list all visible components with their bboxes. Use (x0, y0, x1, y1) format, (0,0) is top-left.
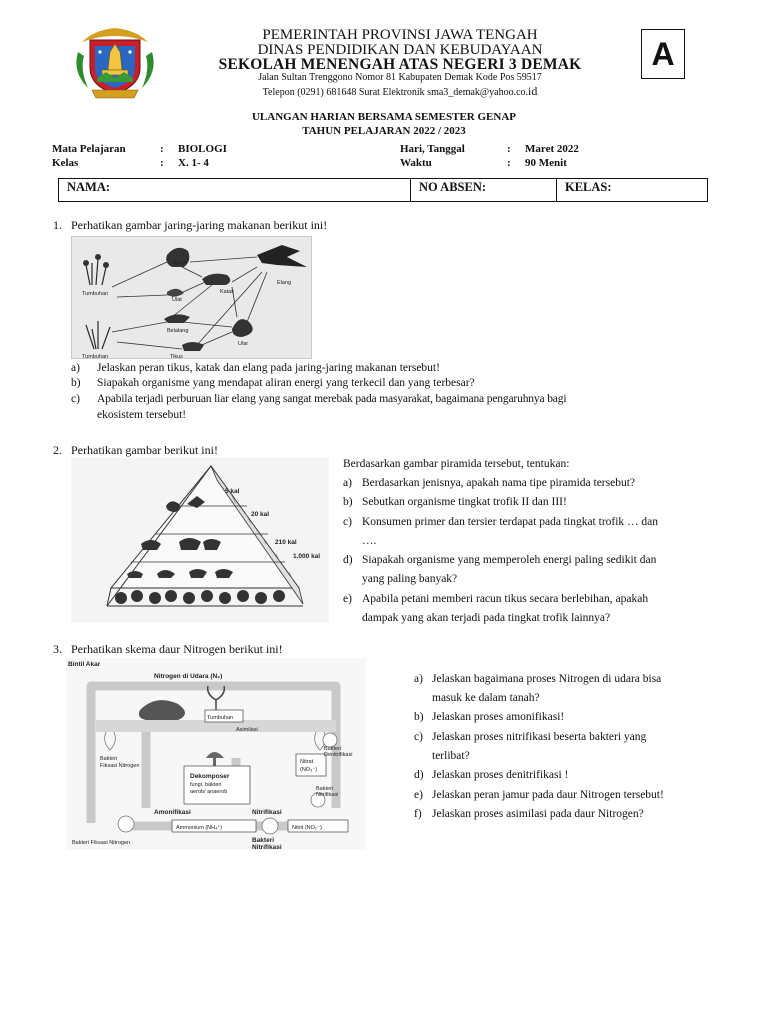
q3-item-e-label: e) (414, 789, 423, 801)
header-government: PEMERINTAH PROVINSI JAWA TENGAH (262, 27, 538, 43)
nc-label-amonifikasi: Amonifikasi (154, 809, 191, 816)
nc-label-bakteri-fiksasi: Bakteri (100, 756, 118, 762)
fw-label-ayam: Ayam (173, 260, 187, 266)
province-logo (70, 22, 160, 102)
fw-label-tumbuhan-1: Tumbuhan (82, 291, 109, 297)
q2-item-b-text: Sebutkan organisme tingkat trofik II dan III! (362, 496, 567, 508)
absen-field[interactable]: NO ABSEN: (411, 179, 557, 201)
q3-item-e-text: Jelaskan peran jamur pada daur Nitrogen tersebut! (432, 789, 664, 801)
pyr-label-5kal: 5 kal (225, 488, 240, 495)
q2-item-c-text: Konsumen primer dan tersier terdapat pada tingkat trofik … dan (362, 516, 659, 528)
nc-label-asimilasi: Asimilasi (236, 727, 258, 733)
fw-label-tikus: Tikus (170, 354, 183, 359)
name-field[interactable]: NAMA: (59, 179, 411, 201)
nc-label-bakteri-denitrifikasi-2: Denitrifikasi (324, 752, 353, 758)
class-label: Kelas (52, 157, 79, 169)
pyr-label-210kal: 210 kal (275, 539, 297, 546)
nc-label-nitrifikasi: Nitrifikasi (252, 809, 282, 816)
nc-label-ammonium: Ammonium (NH₄⁺) (176, 825, 223, 831)
subject-label: Mata Pelajaran (52, 143, 126, 155)
header-contact-text: Telepon (0291) 681648 Surat Elektronik sma3_demak@yahoo.co. (262, 87, 529, 98)
fw-label-ulat: Ulat (172, 297, 182, 303)
fw-label-katak: Katak (220, 289, 235, 295)
q3-item-b-label: b) (414, 711, 424, 723)
q2-item-e-text: Apabila petani memberi racun tikus secara berlebihan, apakah (362, 593, 649, 605)
subject-colon: : (160, 143, 164, 155)
time-value: 90 Menit (525, 157, 567, 169)
energy-pyramid-figure (71, 458, 329, 622)
q1-item-c-text: Apabila terjadi perburuan liar elang yang sangat merebak pada masyarakat, bagaimana pengaruhnya bagi (97, 393, 567, 405)
q3-item-d-text: Jelaskan proses denitrifikasi ! (432, 769, 569, 781)
q3-item-a-label: a) (414, 673, 423, 685)
q3-item-c-label: c) (414, 731, 423, 743)
q1-item-c-label: c) (71, 393, 80, 405)
nitrogen-cycle-figure (66, 658, 366, 850)
food-web-figure (71, 236, 312, 359)
subject-value: BIOLOGI (178, 143, 227, 155)
q3-item-c-text-cont: terlibat? (432, 750, 470, 762)
nc-label-nitrat-formula: (NO₃⁻) (300, 767, 318, 773)
date-value: Maret 2022 (525, 143, 579, 155)
q2-number: 2. (53, 443, 62, 457)
q3-prompt: Perhatikan skema daur Nitrogen berikut ini! (71, 642, 283, 656)
exam-version-badge: A (641, 29, 685, 79)
q2-item-c-label: c) (343, 516, 352, 528)
q2-item-d-text: Siapakah organisme yang memperoleh energi paling sedikit dan (362, 554, 657, 566)
nc-label-nitrat: Nitrat (300, 759, 314, 765)
nc-label-bakteri-fiksasi-bottom: Bakteri Fiksasi Nitrogen (72, 840, 131, 846)
q3-item-d-label: d) (414, 769, 424, 781)
q1-number: 1. (53, 218, 62, 232)
q2-item-e-text-cont: dampak yang akan terjadi pada tingkat trofik lainnya? (362, 612, 611, 624)
q2-item-d-text-cont: yang paling banyak? (362, 573, 458, 585)
nc-label-dekomposer: Dekomposer (190, 773, 230, 780)
q2-item-d-label: d) (343, 554, 353, 566)
nc-label-bakteri-fiksasi-2: Fiksasi Nitrogen (100, 763, 140, 769)
header-school-name: SEKOLAH MENENGAH ATAS NEGERI 3 DEMAK (218, 56, 582, 73)
nc-label-nitrit: Nitrit (NO₂⁻) (292, 825, 322, 831)
time-label: Waktu (400, 157, 432, 169)
student-identity-table (58, 178, 708, 202)
nc-label-bintil: Bintil Akar (68, 661, 101, 668)
nc-label-bakteri-nitrifikasi-r: Bakteri (316, 786, 334, 792)
pyr-label-20kal: 20 kal (251, 511, 270, 518)
q3-number: 3. (53, 642, 62, 656)
q1-prompt: Perhatikan gambar jaring-jaring makanan berikut ini! (71, 218, 328, 232)
time-colon: : (507, 157, 511, 169)
q2-item-a-label: a) (343, 477, 352, 489)
q2-prompt: Perhatikan gambar berikut ini! (71, 443, 218, 457)
nc-label-udara: Nitrogen di Udara (N₂) (154, 673, 223, 680)
fw-label-ular: Ular (238, 341, 249, 347)
q3-item-a-text: Jelaskan bagaimana proses Nitrogen di udara bisa (432, 673, 662, 685)
nc-label-bakteri-nitrifikasi-b-2: Nitrifikasi (252, 844, 282, 850)
q1-item-b-label: b) (71, 377, 81, 389)
q2-intro: Berdasarkan gambar piramida tersebut, tentukan: (343, 458, 570, 470)
nc-label-dekomposer-sub1: fungi, bakteri (190, 782, 222, 788)
q2-item-b-label: b) (343, 496, 353, 508)
q3-item-b-text: Jelaskan proses amonifikasi! (432, 711, 565, 723)
q2-item-c-text-cont: …. (362, 535, 377, 547)
class-field[interactable]: KELAS: (565, 180, 612, 194)
q1-item-c-text-cont: ekosistem tersebut! (97, 409, 187, 421)
pyr-label-1000kal: 1.000 kal (293, 553, 321, 560)
q2-item-e-label: e) (343, 593, 352, 605)
class-colon: : (160, 157, 164, 169)
exam-title: ULANGAN HARIAN BERSAMA SEMESTER GENAP (251, 111, 517, 123)
exam-year: TAHUN PELAJARAN 2022 / 2023 (302, 125, 466, 137)
header-department: DINAS PENDIDIKAN DAN KEBUDAYAAN (257, 42, 543, 58)
nc-label-bakteri-nitrifikasi-r-2: Nitrifikasi (316, 792, 339, 798)
header-contact (170, 84, 630, 99)
fw-label-belalang: Belalang (167, 328, 189, 334)
nc-label-dekomposer-sub2: aerob/ anaerob (190, 789, 228, 795)
q1-item-a-text: Jelaskan peran tikus, katak dan elang pada jaring-jaring makanan tersebut! (97, 362, 440, 374)
q3-item-f-label: f) (414, 808, 422, 820)
q3-item-a-text-cont: masuk ke dalam tanah? (432, 692, 540, 704)
date-colon: : (507, 143, 511, 155)
q1-item-a-label: a) (71, 362, 80, 374)
nc-label-bakteri-nitrifikasi-b: Bakteri (252, 837, 275, 844)
date-label: Hari, Tanggal (400, 143, 465, 155)
class-value: X. 1- 4 (178, 157, 209, 169)
q3-item-f-text: Jelaskan proses asimilasi pada daur Nitrogen? (432, 808, 644, 820)
nc-label-bakteri-denitrifikasi: Bakteri (324, 746, 342, 752)
q2-item-a-text: Berdasarkan jenisnya, apakah nama tipe piramida tersebut? (362, 477, 636, 489)
nc-label-tumbuhan: Tumbuhan (207, 715, 234, 721)
q1-item-b-text: Siapakah organisme yang mendapat aliran energi yang terkecil dan yang terbesar? (97, 377, 475, 389)
fw-label-elang: Elang (277, 280, 292, 286)
fw-label-tumbuhan-2: Tumbuhan (82, 354, 109, 359)
header-contact-suffix: id (528, 84, 538, 98)
q3-item-c-text: Jelaskan proses nitrifikasi beserta bakteri yang (432, 731, 647, 743)
header-address: Jalan Sultan Trenggono Nomor 81 Kabupaten Demak Kode Pos 59517 (258, 72, 542, 83)
